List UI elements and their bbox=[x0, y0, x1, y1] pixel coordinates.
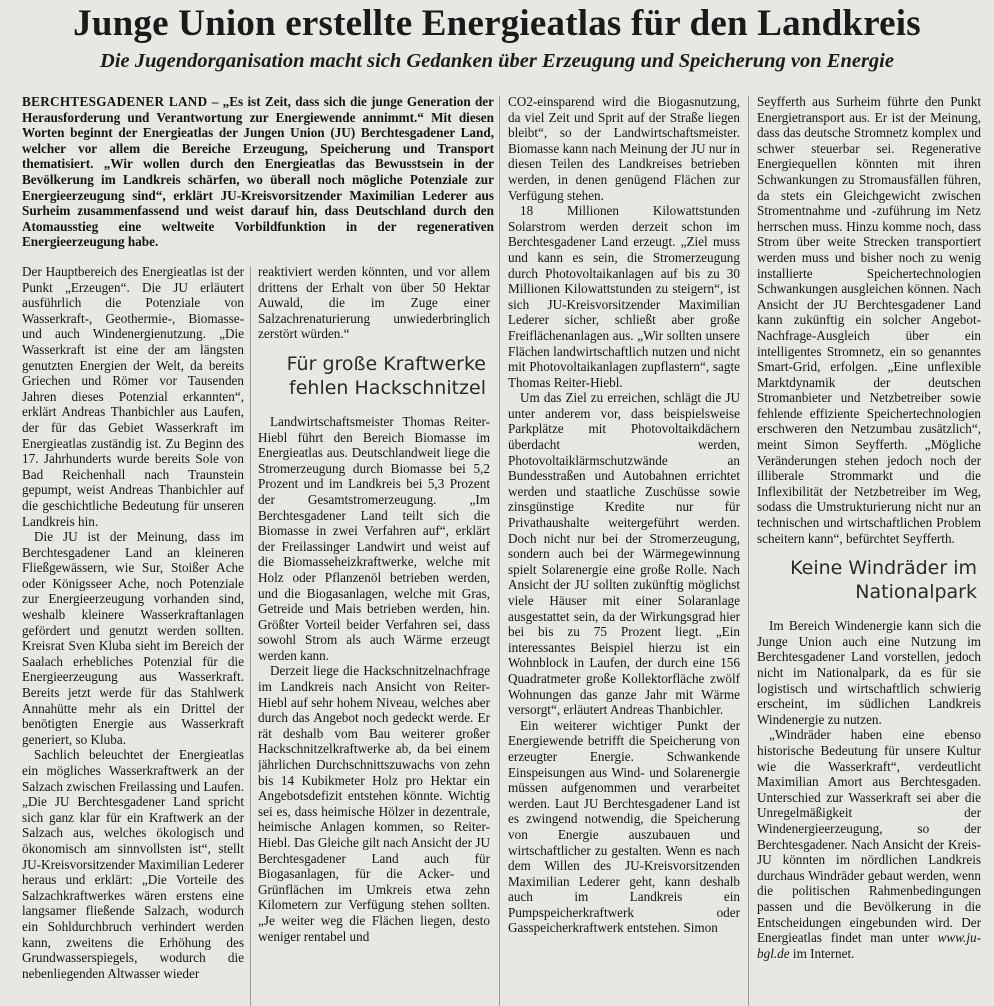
col4b-paragraph-1: Im Bereich Windenergie kann sich die Junge Union auch eine Nutzung im Berchtesgadener Land vorstellen, jedoch nicht im Nationalpark, da es für sie logistisch und wirtschaftlich schwierig erscheint, im südlichen Landkreis Windenergie zu nutzen. bbox=[757, 618, 981, 727]
column-4 bbox=[757, 94, 981, 1006]
col2-paragraph-1: Landwirtschaftsmeister Thomas Reiter-Hiebl führt den Bereich Biomasse im Energieatlas aus. Deutschlandweit liege die Stromerzeugung durch Biomasse bei 5,2 Prozent und im Landkreis bei 5,3 Prozent der Gesamtstromerzeugung. „Im Berchtesgadener Land teilt sich die Biomasse in zwei Verfahren auf“, erklärt der Freilassinger Landwirt und weist auf die Biomasseheizkraftwerke, welche mit Holz oder Pflanzenöl betrieben werden, und die Biogasanlagen, welche mit Gras, Getreide und Mais betrieben werden, hin. Größter Vorteil beider Verfahren sei, dass sowohl Strom als auch Wärme erzeugt werden kann. bbox=[258, 413, 490, 663]
headline: Junge Union erstellte Energieatlas für den Landkreis bbox=[73, 3, 921, 44]
column-3 bbox=[508, 94, 740, 1006]
col4b-paragraph-2-text: „Windräder haben eine ebenso historische Bedeutung für unsere Kultur wie die Wasserkraft“, verdeutlicht Maximilian Amort aus Berchtesgaden. Unterschied zur Wasserkraft sei aber die Unregelmäßigkeit der Windenergieerzeugung, so der Berchtesgadener. Nach Ansicht der Kreis-JU könnten im nördlichen Landkreis durchaus Windräder gebaut werden, wenn die politischen Rahmenbedingungen passen und die Bevölkerung in die Entscheidungen eingebunden wird. Der Energieatlas findet man unter bbox=[757, 727, 981, 946]
col3-paragraph-1: CO2-einsparend wird die Biogasnutzung, da viel Zeit und Sprit auf der Straße liegen bleibt“, so der Landwirtschaftsmeister. Biomasse kann nach Meinung der JU nur in diesen Teilen des Landkreises betrieben werden, in denen genügend Flächen zur Verfügung stehen. bbox=[508, 94, 740, 203]
col3-paragraph-4: Ein weiterer wichtiger Punkt der Energiewende betrifft die Speicherung von erzeugter Energie. Schwankende Einspeisungen aus Wind- und Solarenergie müssen aufgenommen und verarbeitet werden. Laut JU Berchtesgadener Land ist es zwingend notwendig, die Speicherung von Energie auszubauen und wirtschaftlicher zu gestalten. Wenn es nach dem Willen des JU-Kreisvorsitzenden Maximilian Lederer geht, kann deshalb auch im Landkreis ein Pumpspeicherkraftwerk oder Gasspeicherkraftwerk entstehen. Simon bbox=[508, 717, 740, 936]
col4b-paragraph-2 bbox=[757, 727, 981, 961]
col1-paragraph-2: Die JU ist der Meinung, dass im Berchtesgadener Land an kleineren Fließgewässern, wie Sur, Stoißer Ache oder Königsseer Ache, noch Potenziale zur Energieerzeugung vorhanden sind, weshalb kleinere Wasserkraftanlagen gefördert und genutzt werden sollten. Kreisrat Sven Kluba sieht im Bereich der Saalach erhebliches Potenzial für die Energieerzeugung aus Wasserkraft. Bereits jetzt werde für das Stahlwerk Annahütte mehr als ein Drittel der benötigten Energie aus Wasserkraft generiert, so Kluba. bbox=[22, 529, 244, 747]
col3-paragraph-2: 18 Millionen Kilowattstunden Solarstrom werden derzeit schon im Berchtesgadener Land erzeugt. „Ziel muss und kann es sein, die Stromerzeugung durch Photovoltaikanlagen auf bis zu 30 Millionen Kilowattstunden zu steigern“, ist sich JU-Kreisvorsitzender Maximilian Lederer sicher, schließt aber große Freiflächenanlagen aus. „Wir sollten unsere Flächen landwirtschaftlich nutzen und nicht mit Photovoltaikanlagen zupflastern“, sagte Thomas Reiter-Hiebl. bbox=[508, 203, 740, 390]
website-link[interactable]: www.ju-bgl.de bbox=[757, 930, 981, 961]
lead-paragraph bbox=[22, 94, 494, 250]
col2-top-paragraph: reaktiviert werden könnten, und vor allem drittens der Erhalt von über 50 Hektar Auwald, die im Zuge einer Salzachrenaturierung unwiederbringlich zerstört würden.“ bbox=[258, 264, 490, 342]
col2-paragraph-2: Derzeit liege die Hackschnitzelnachfrage im Landkreis nach Ansicht von Reiter-Hiebl auf sehr hohem Niveau, welches aber durch das Angebot noch gedeckt werde. Er rät deshalb vom Bau weiterer großer Hackschnitzelkraftwerke ab, da bei einem jährlichen Durchschnittszuwachs von zehn bis 14 Kubikmeter Holz pro Hektar ein Angebotsdefizit entstehen könnte. Wichtig sei es, dass heimische Hölzer in dezentrale, heimische Anlagen kommen, so Reiter-Hiebl. Das Gleiche gilt nach Ansicht der JU Berchtesgadener Land auch für Biogasanlagen, für die Acker- und Grünflächen im Umkreis etwa zehn Kilometern zur Verfügung stehen sollten. „Je weiter weg die Flächen liegen, desto weniger rentabel und bbox=[258, 663, 490, 944]
column-1 bbox=[22, 264, 244, 1006]
subheadline: Die Jugendorganisation macht sich Gedanken über Erzeugung und Speicherung von Energie bbox=[100, 50, 894, 72]
column-rule-2 bbox=[499, 96, 500, 1006]
col3-paragraph-3: Um das Ziel zu erreichen, schlägt die JU unter anderem vor, dass beispielsweise Parkplätze mit Photovoltaikdächern überdacht werden, Photovoltaiklärmschutzwände an Bundesstraßen und Autobahnen errichtet werden und staatliche Zuschüsse sowie zinsgünstige Kredite nur für Privathaushalte weitergeführt werden. Doch nicht nur bei der Stromerzeugung, sondern auch bei der Wärmegewinnung spielt Solarenergie eine große Rolle. Nach Ansicht der JU sollten zukünftig möglichst viele Häuser mit einer Solaranlage ausgestattet sein, da der Wirkungsgrad hier bei bis zu 75 Prozent liegt. „Ein interessantes Beispiel hierzu ist ein Wohnblock in Laufen, der durch eine 156 Quadratmeter große Kollektorfläche zwölf Wohnungen das ganze Jahr mit Wärme versorgt“, erläutert Andreas Thanbichler. bbox=[508, 390, 740, 718]
dateline: BERCHTESGADENER LAND bbox=[22, 94, 208, 109]
column-rule-3 bbox=[748, 96, 749, 1006]
col4-paragraph-1: Seyfferth aus Surheim führte den Punkt Energietransport aus. Er ist der Meinung, dass das deutsche Stromnetz komplex und schwer steuerbar sei. Regenerative Energiequellen könnten mit ihren Schwankungen zu Stromausfällen führen, da stets ein Gleichgewicht zwischen Stromentnahme und -zuführung im Netz herrschen muss. Hinzu komme noch, dass Strom über weite Strecken transportiert werden muss und bisher noch zu wenig installierte Speichertechnologien Schwankungen ausgleichen können. Nach Ansicht der JU Berchtesgadener Land kann zukünftig ein solcher Angebot-Nachfrage-Ausgleich über ein intelligentes Stromnetz, ein so genanntes Smart-Grid, erfolgen. „Eine unflexible Marktdynamik der deutschen Stromanbieter und Netzbetreiber sowie fehlende effiziente Speichertechnologien erschweren den Netzumbau zusätzlich“, meint Simon Seyfferth. „Mögliche Veränderungen stehen jedoch noch der illiberale Strommarkt und die Inflexibilität der Netzbetreiber im Weg, sodass die Umstrukturierung nicht nur an technischen und wirtschaftlichen Problem scheitern kann“, befürchtet Seyfferth. bbox=[757, 94, 981, 546]
column-2 bbox=[258, 264, 490, 1006]
subhead-kraftwerke: Für große Kraftwerke fehlen Hackschnitzel bbox=[286, 352, 486, 399]
subhead-windraeder: Keine Windräder im Nationalpark bbox=[790, 557, 977, 604]
col1-paragraph-3: Sachlich beleuchtet der Energieatlas ein mögliches Wasserkraftwerk an der Salzach zwischen Freilassing und Laufen. „Die JU Berchtesgadener Land spricht sich ganz klar für ein Kraftwerk an der Salzach aus, welches ökologisch und ökonomisch am sinnvollsten ist“, stellt JU-Kreisvorsitzender Maximilian Lederer heraus und erklärt: „Die Vorteile des Salzachkraftwerkes wären erstens eine langsamer fließende Salzach, wodurch ein Sohldurchbruch verhindert werden kann, zweitens die Erhöhung des Grundwasserspiegels, wodurch die nebenliegenden Altwasser wieder bbox=[22, 747, 244, 981]
col1-paragraph-1: Der Hauptbereich des Energieatlas ist der Punkt „Erzeugen“. Die JU erläutert ausführlich die Potenziale von Wasserkraft-, Geothermie-, Biomasse- und auch Windenergienutzung. „Die Wasserkraft ist eine der am längsten genutzten Energien der Welt, da bereits Griechen und Römer vor Tausenden Jahren dieses Potenzial erkannten“, erklärt Andreas Thanbichler aus Laufen, der für das Gebiet Wasserkraft im Energieatlas zuständig ist. Zu Beginn des 17. Jahrhunderts wurde bereits Sole von Bad Reichenhall nach Traunstein gepumpt, weist Andreas Thanbichler auf die geschichtliche Bedeutung für unseren Landkreis hin. bbox=[22, 264, 244, 529]
url-suffix: im Internet. bbox=[789, 945, 855, 961]
column-rule-1 bbox=[250, 266, 251, 1006]
lead-text: – „Es ist Zeit, dass sich die junge Generation der Herausforderung und Verantwortung zur Energiewende annimmt.“ Mit diesen Worten beginnt der Energieatlas der Jungen Union (JU) Berchtesgadener Land, welcher vor allem die Bereiche Erzeugung, Speicherung und Transport thematisiert. „Wir wollen durch den Energieatlas das Bewusstsein in der Bevölkerung im Landkreis schärfen, wo überall noch mögliche Potenziale zur Energieerzeugung sind“, erklärt JU-Kreisvorsitzender Maximilian Lederer aus Surheim zusammenfassend und weist darauf hin, dass Deutschland durch den Atomausstieg eine weltweite Vorbildfunktion in der regenerativen Energieerzeugung habe. bbox=[22, 94, 495, 250]
